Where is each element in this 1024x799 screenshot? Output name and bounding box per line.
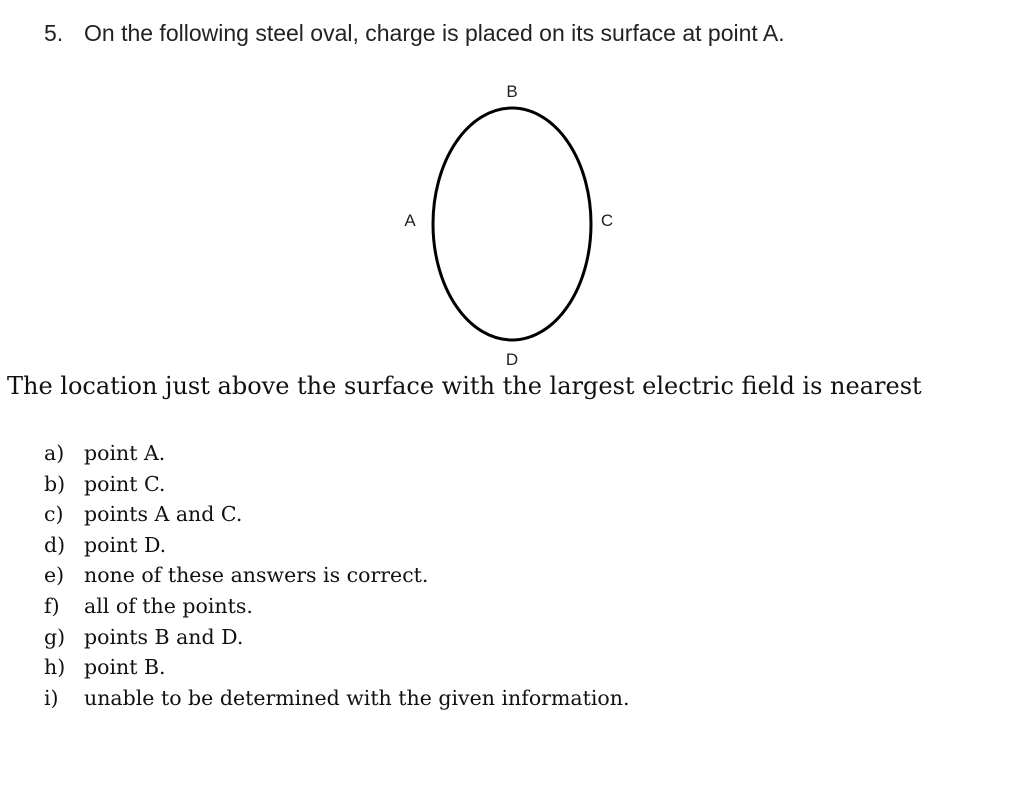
option-text: none of these answers is correct. (84, 563, 429, 588)
option-letter: a) (44, 441, 65, 465)
option-text: point C. (84, 471, 166, 496)
answer-option-a[interactable] (44, 438, 629, 469)
option-text: point D. (84, 532, 167, 557)
question-prompt: The location just above the surface with the largest electric field is nearest (7, 372, 922, 400)
option-text: unable to be determined with the given information. (84, 685, 630, 710)
answer-option-h[interactable] (44, 652, 629, 683)
answer-option-e[interactable] (44, 560, 629, 591)
label-d: D (505, 350, 519, 369)
option-letter: i) (44, 685, 59, 710)
answer-option-g[interactable] (44, 622, 629, 653)
label-a: A (404, 211, 416, 230)
answer-option-i[interactable] (44, 683, 629, 714)
option-letter: f) (44, 593, 60, 618)
answer-options (44, 438, 629, 713)
option-letter: g) (44, 624, 66, 649)
question-header (44, 20, 785, 47)
option-text: point B. (84, 655, 166, 680)
option-letter: h) (44, 655, 66, 680)
steel-oval (433, 108, 591, 340)
question-text: On the following steel oval, charge is placed on its surface at point A. (84, 20, 785, 46)
option-text: points B and D. (84, 624, 244, 649)
steel-oval-figure (380, 74, 650, 374)
answer-option-d[interactable] (44, 530, 629, 561)
option-letter: c) (44, 502, 64, 527)
option-text: points A and C. (84, 502, 243, 527)
option-letter: b) (44, 471, 66, 496)
label-c: C (600, 211, 614, 230)
answer-option-b[interactable] (44, 469, 629, 500)
question-number: 5. (44, 20, 64, 46)
label-b: B (506, 82, 518, 101)
answer-option-c[interactable] (44, 499, 629, 530)
answer-option-f[interactable] (44, 591, 629, 622)
option-letter: e) (44, 563, 65, 588)
option-text: all of the points. (84, 593, 253, 618)
option-text: point A. (84, 441, 166, 465)
option-letter: d) (44, 532, 66, 557)
